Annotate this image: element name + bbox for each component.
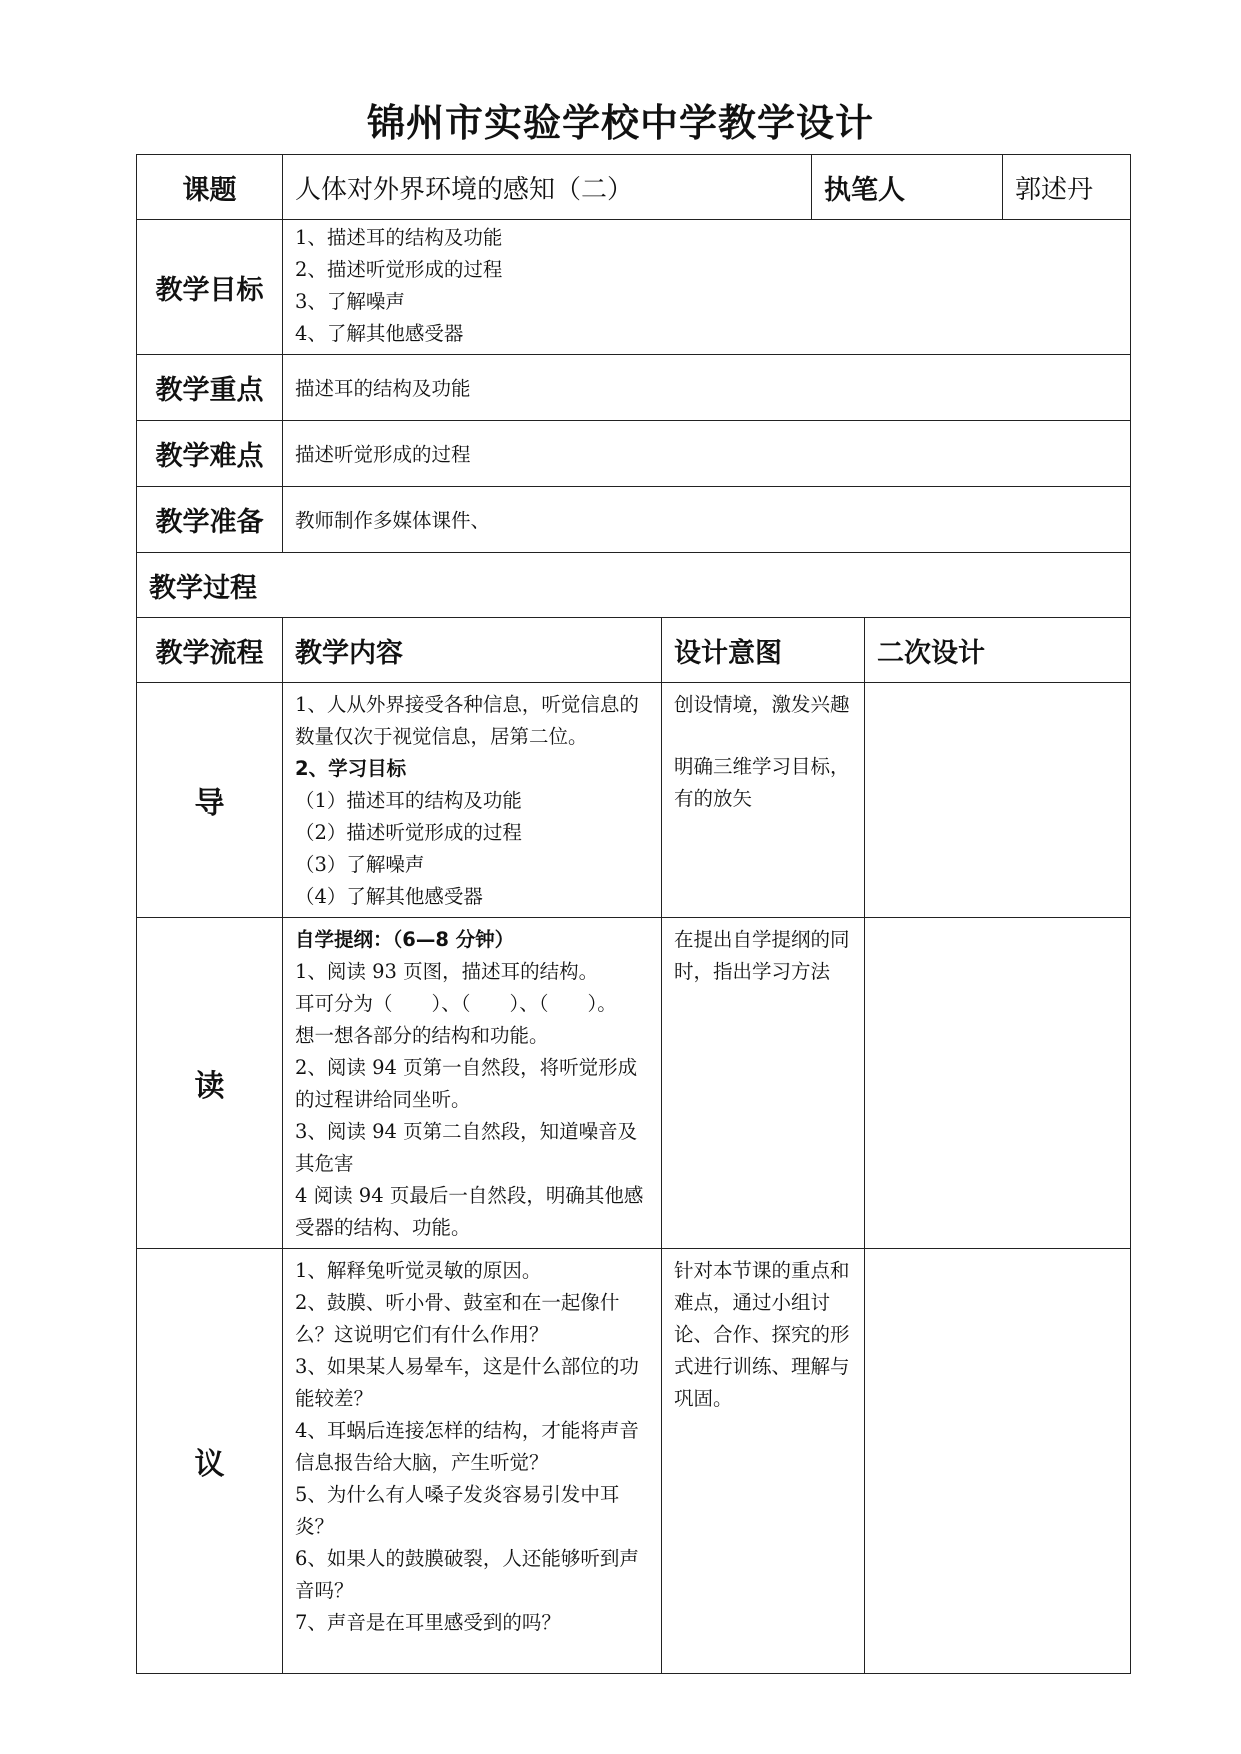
content-line: 1、解释兔听觉灵敏的原因。	[295, 1259, 542, 1282]
stage-content	[283, 1249, 662, 1674]
difficulty-value: 描述听觉形成的过程	[283, 421, 1131, 487]
preparation-value: 教师制作多媒体课件、	[283, 487, 1131, 553]
topic-label: 课题	[137, 155, 283, 220]
content-line: 2、学习目标	[295, 757, 407, 780]
objectives-list	[283, 220, 1131, 355]
content-line: 2、阅读 94 页第一自然段，将听觉形成的过程讲给同坐听。	[295, 1056, 638, 1111]
stage-name: 导	[137, 683, 283, 918]
process-title: 教学过程	[137, 553, 1131, 618]
topic-value: 人体对外界环境的感知（二）	[283, 155, 812, 220]
column-header-redesign: 二次设计	[865, 618, 1131, 683]
content-line: （4）了解其他感受器	[295, 885, 483, 908]
intent-line: 创设情境，激发兴趣	[674, 693, 850, 716]
content-line: 4、耳蜗后连接怎样的结构，才能将声音信息报告给大脑，产生听觉？	[295, 1419, 639, 1474]
content-line: 7、声音是在耳里感受到的吗？	[295, 1611, 561, 1634]
difficulty-row	[137, 421, 1131, 487]
column-header-flow: 教学流程	[137, 618, 283, 683]
intent-line: 针对本节课的重点和难点，通过小组讨论、合作、探究的形式进行训练、理解与巩固。	[674, 1259, 850, 1410]
key-point-row	[137, 355, 1131, 421]
content-line: 自学提纲：（6—8 分钟）	[295, 928, 515, 951]
column-header-row	[137, 618, 1131, 683]
preparation-label: 教学准备	[137, 487, 283, 553]
column-header-content: 教学内容	[283, 618, 662, 683]
stage-intent	[662, 683, 865, 918]
author-label: 执笔人	[812, 155, 1003, 220]
objective-item: 3、了解噪声	[295, 290, 405, 313]
stage-redesign	[865, 1249, 1131, 1674]
stage-row-read	[137, 918, 1131, 1249]
stage-name: 议	[137, 1249, 283, 1674]
objective-item: 2、描述听觉形成的过程	[295, 258, 503, 281]
content-line: （2）描述听觉形成的过程	[295, 821, 522, 844]
stage-row-guide	[137, 683, 1131, 918]
content-line: 4 阅读 94 页最后一自然段，明确其他感受器的结构、功能。	[295, 1184, 644, 1239]
topic-row	[137, 155, 1131, 220]
objective-item: 1、描述耳的结构及功能	[295, 226, 503, 249]
lesson-plan-table	[136, 154, 1131, 1674]
stage-redesign	[865, 918, 1131, 1249]
content-line: 1、阅读 93 页图，描述耳的结构。	[295, 960, 599, 983]
stage-content	[283, 918, 662, 1249]
content-line: 想一想各部分的结构和功能。	[295, 1024, 549, 1047]
content-line: 2、鼓膜、听小骨、鼓室和在一起像什么？这说明它们有什么作用？	[295, 1291, 620, 1346]
key-point-label: 教学重点	[137, 355, 283, 421]
stage-redesign	[865, 683, 1131, 918]
content-line: 6、如果人的鼓膜破裂，人还能够听到声音吗？	[295, 1547, 639, 1602]
intent-line: 在提出自学提纲的同时，指出学习方法	[674, 928, 850, 983]
content-line: 1、人从外界接受各种信息，听觉信息的数量仅次于视觉信息，居第二位。	[295, 693, 639, 748]
stage-intent	[662, 918, 865, 1249]
content-line: 5、为什么有人嗓子发炎容易引发中耳炎？	[295, 1483, 620, 1538]
difficulty-label: 教学难点	[137, 421, 283, 487]
author-value: 郭述丹	[1003, 155, 1131, 220]
key-point-value: 描述耳的结构及功能	[283, 355, 1131, 421]
stage-intent	[662, 1249, 865, 1674]
content-line: （3）了解噪声	[295, 853, 425, 876]
stage-content	[283, 683, 662, 918]
content-line: 3、如果某人易晕车，这是什么部位的功能较差？	[295, 1355, 639, 1410]
content-line: 3、阅读 94 页第二自然段，知道噪音及其危害	[295, 1120, 638, 1175]
intent-line: 明确三维学习目标，有的放矢	[674, 755, 850, 810]
content-line: 耳可分为（ ）、（ ）、（ ）。	[295, 992, 617, 1015]
content-line: （1）描述耳的结构及功能	[295, 789, 522, 812]
column-header-intent: 设计意图	[662, 618, 865, 683]
process-title-row	[137, 553, 1131, 618]
document-title: 锦州市实验学校中学教学设计	[366, 101, 874, 145]
stage-name: 读	[137, 918, 283, 1249]
stage-row-discuss	[137, 1249, 1131, 1674]
objectives-row	[137, 220, 1131, 355]
preparation-row	[137, 487, 1131, 553]
objective-item: 4、了解其他感受器	[295, 322, 464, 345]
objectives-label: 教学目标	[137, 220, 283, 355]
